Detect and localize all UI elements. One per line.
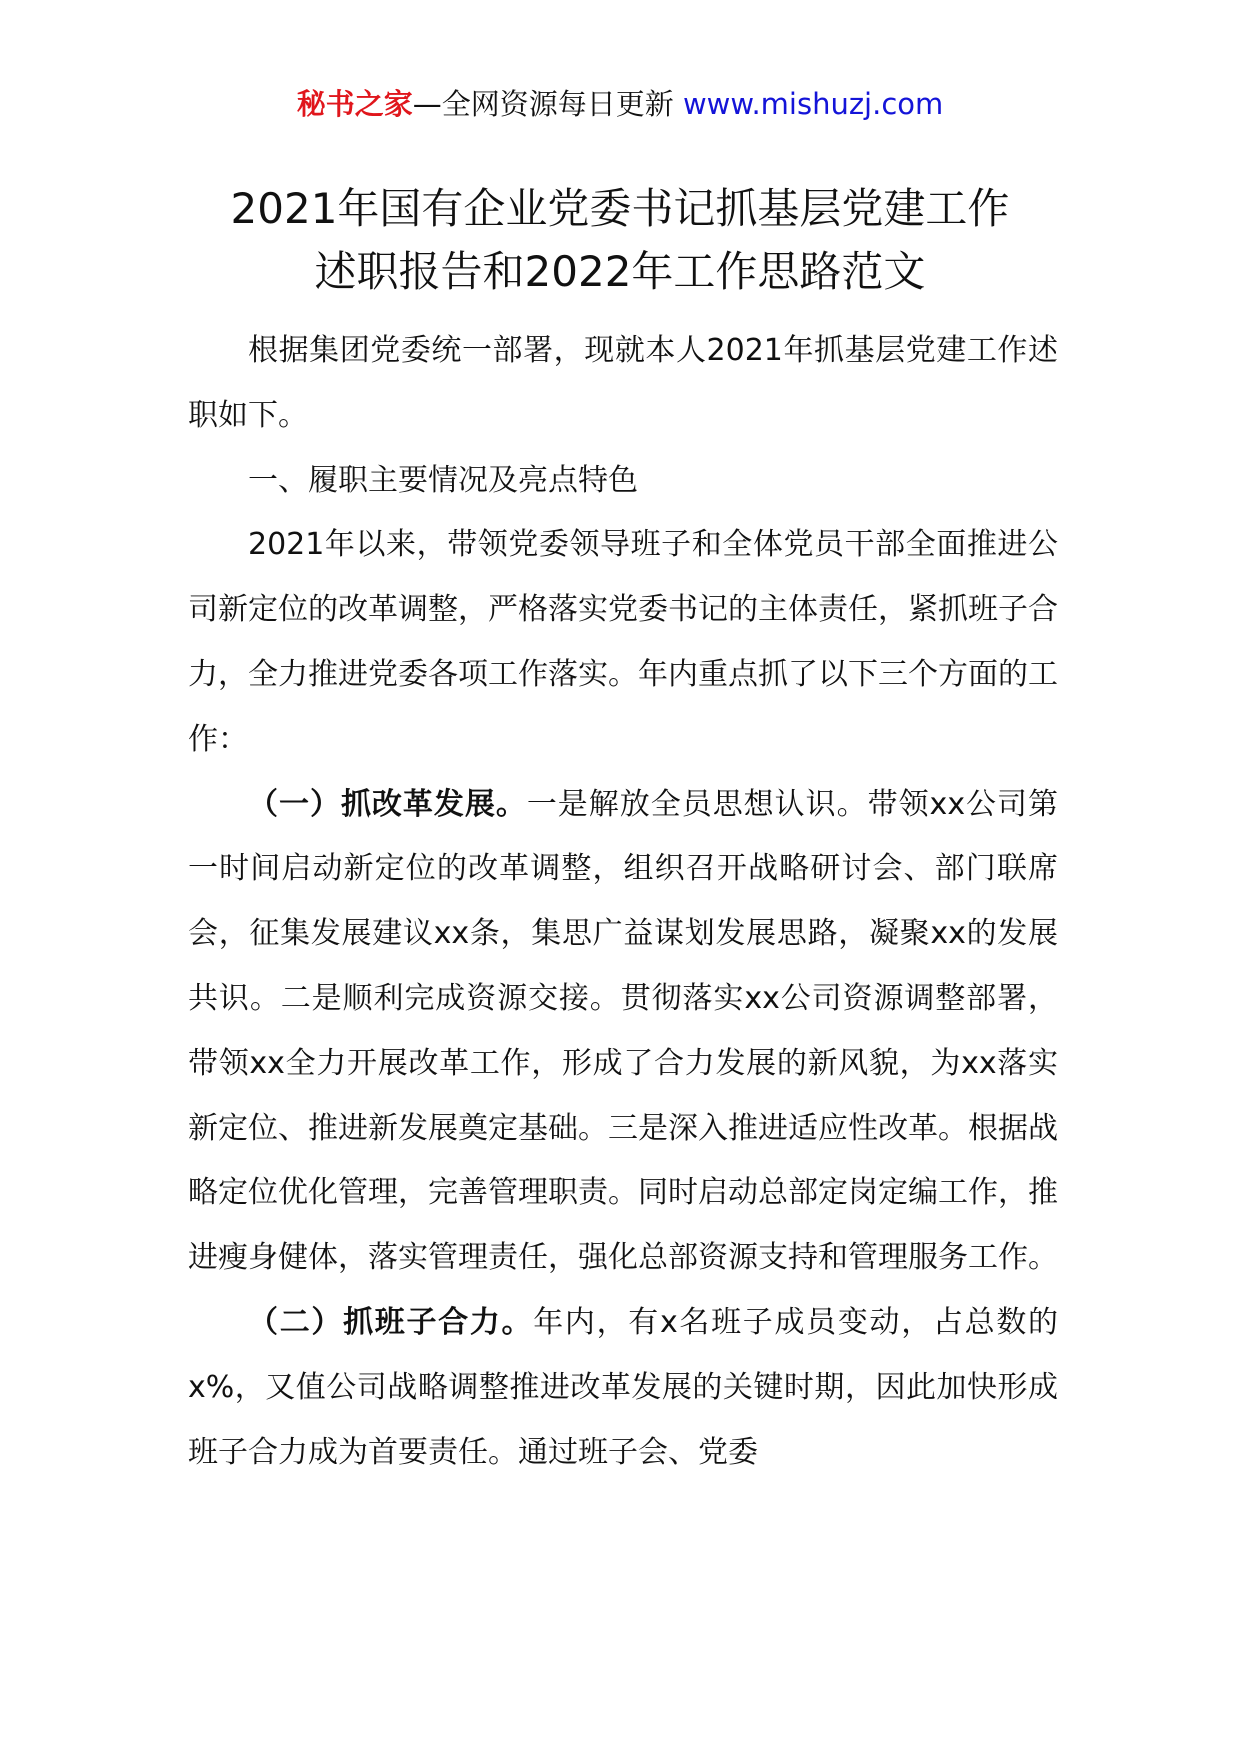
reform-text: 一是解放全员思想认识。带领xx公司第一时间启动新定位的改革调整，组织召开战略研讨会、部门联席会，征集发展建议xx条，集思广益谋划发展思路，凝聚xx的发展共识。二是顺利完成资源交接。贯彻落实xx公司资源调整部署，带领xx全力开展改革工作，形成了合力发展的新风貌，为xx落实新定位、推进新发展奠定基础。三是深入推进适应性改革。根据战略定位优化管理，完善管理职责。同时启动总部定岗定编工作，推进瘦身健体，落实管理责任，强化总部资源支持和管理服务工作。	[188, 786, 1059, 1276]
team-text: 年内，有x名班子成员变动，占总数的x%，又值公司战略调整推进改革发展的关键时期，因此加快形成班子合力成为首要责任。通过班子会、党委	[188, 1304, 1059, 1470]
team-paragraph	[188, 1291, 1058, 1485]
site-tagline: —全网资源每日更新	[412, 87, 683, 121]
site-brand: 秘书之家	[296, 87, 413, 121]
overview-paragraph: 2021年以来，带领党委领导班子和全体党员干部全面推进公司新定位的改革调整，严格落实党委书记的主体责任，紧抓班子合力，全力推进党委各项工作落实。年内重点抓了以下三个方面的工作：	[188, 527, 1058, 757]
document-title	[0, 177, 1240, 303]
reform-lead: （一）抓改革发展。	[248, 786, 527, 822]
team-lead: （二）抓班子合力。	[248, 1304, 534, 1340]
title-line-2: 述职报告和2022年工作思路范文	[314, 247, 926, 296]
site-url-link[interactable]: www.mishuzj.com	[682, 87, 944, 121]
reform-paragraph	[188, 773, 1058, 1291]
site-banner	[0, 84, 1240, 124]
section-heading: 一、履职主要情况及亮点特色	[248, 462, 638, 498]
document-body	[188, 319, 1058, 1485]
title-line-1: 2021年国有企业党委书记抓基层党建工作	[230, 184, 1010, 233]
intro-paragraph: 根据集团党委统一部署，现就本人2021年抓基层党建工作述职如下。	[188, 333, 1058, 433]
